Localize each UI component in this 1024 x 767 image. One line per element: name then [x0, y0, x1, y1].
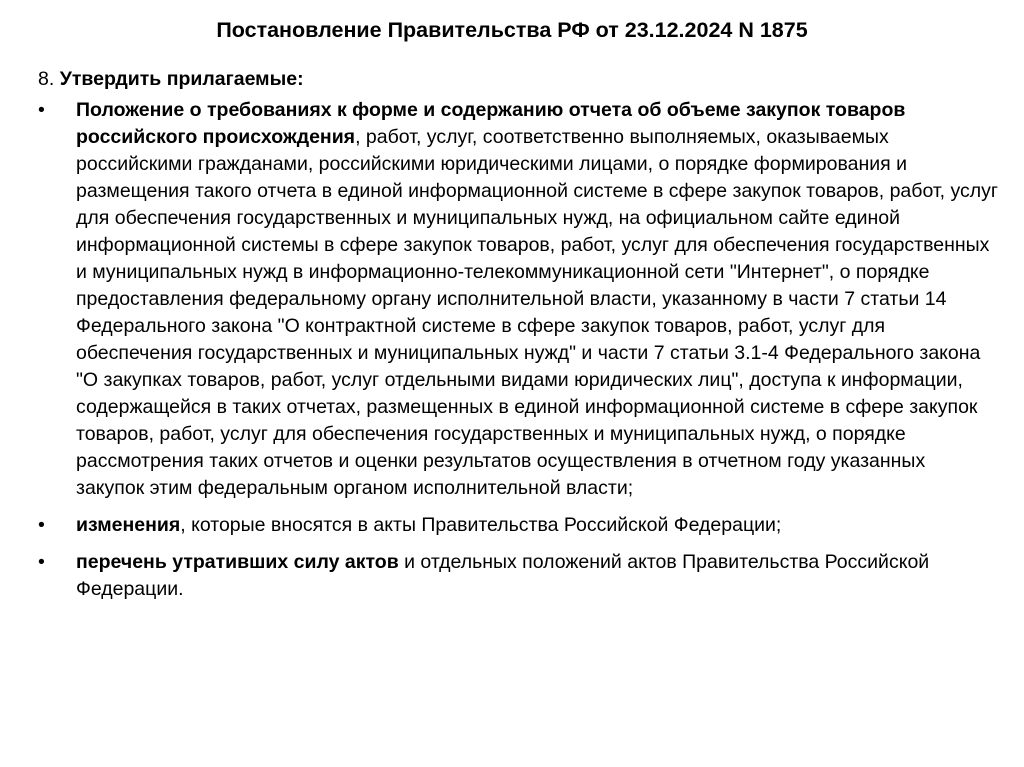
list-item-bold-text: изменения: [76, 514, 181, 536]
list-item-regulation: [38, 97, 998, 502]
list-item-bold-text: перечень утративших силу актов: [76, 551, 399, 573]
list-item-bold-text: Положение о требованиях к форме и содержанию отчета об объеме закупок товаров российского происхождения: [76, 99, 906, 148]
document-body: [38, 66, 998, 613]
list-item-changes: [38, 512, 998, 539]
list-item-repealed-acts: [38, 549, 998, 603]
document-title: Постановление Правительства РФ от 23.12.2024 N 1875: [216, 18, 808, 42]
list-item-text: , работ, услуг, соответственно выполняемых, оказываемых российскими гражданами, российскими юридическими лицами, о порядке формирования и размещения такого отчета в единой информационной системе в сфере закупок товаров, работ, услуг для обеспечения государственных и муниципальных нужд, на официальном сайте единой информационной системы в сфере закупок товаров, работ, услуг для обеспечения государственных и муниципальных нужд в информационно-телекоммуникационной сети "Интернет", о порядке предоставления федеральному органу исполнительной власти, указанному в части 7 статьи 14 Федерального закона "О контрактной системе в сфере закупок товаров, работ, услуг для обеспечения государственных и муниципальных нужд" и части 7 статьи 3.1-4 Федерального закона "О закупках товаров, работ, услуг отдельными видами юридических лиц", доступа к информации, содержащейся в таких отчетах, размещенных в единой информационной системе в сфере закупок товаров, работ, услуг для обеспечения государственных и муниципальных нужд, о порядке рассмотрения таких отчетов и оценки результатов осуществления в отчетном году указанных закупок этим федеральным органом исполнительной власти;: [76, 126, 998, 499]
bullet-icon: •: [38, 99, 45, 121]
list-item-text: и отдельных положений актов Правительства Российской Федерации.: [76, 551, 930, 600]
intro-bold-text: Утвердить прилагаемые:: [59, 68, 304, 90]
intro-line: [38, 66, 998, 93]
bullet-icon: •: [38, 551, 45, 573]
approved-documents-list: [38, 97, 998, 603]
intro-number: 8.: [38, 68, 60, 90]
list-item-text: , которые вносятся в акты Правительства Российской Федерации;: [180, 514, 782, 536]
bullet-icon: •: [38, 514, 45, 536]
